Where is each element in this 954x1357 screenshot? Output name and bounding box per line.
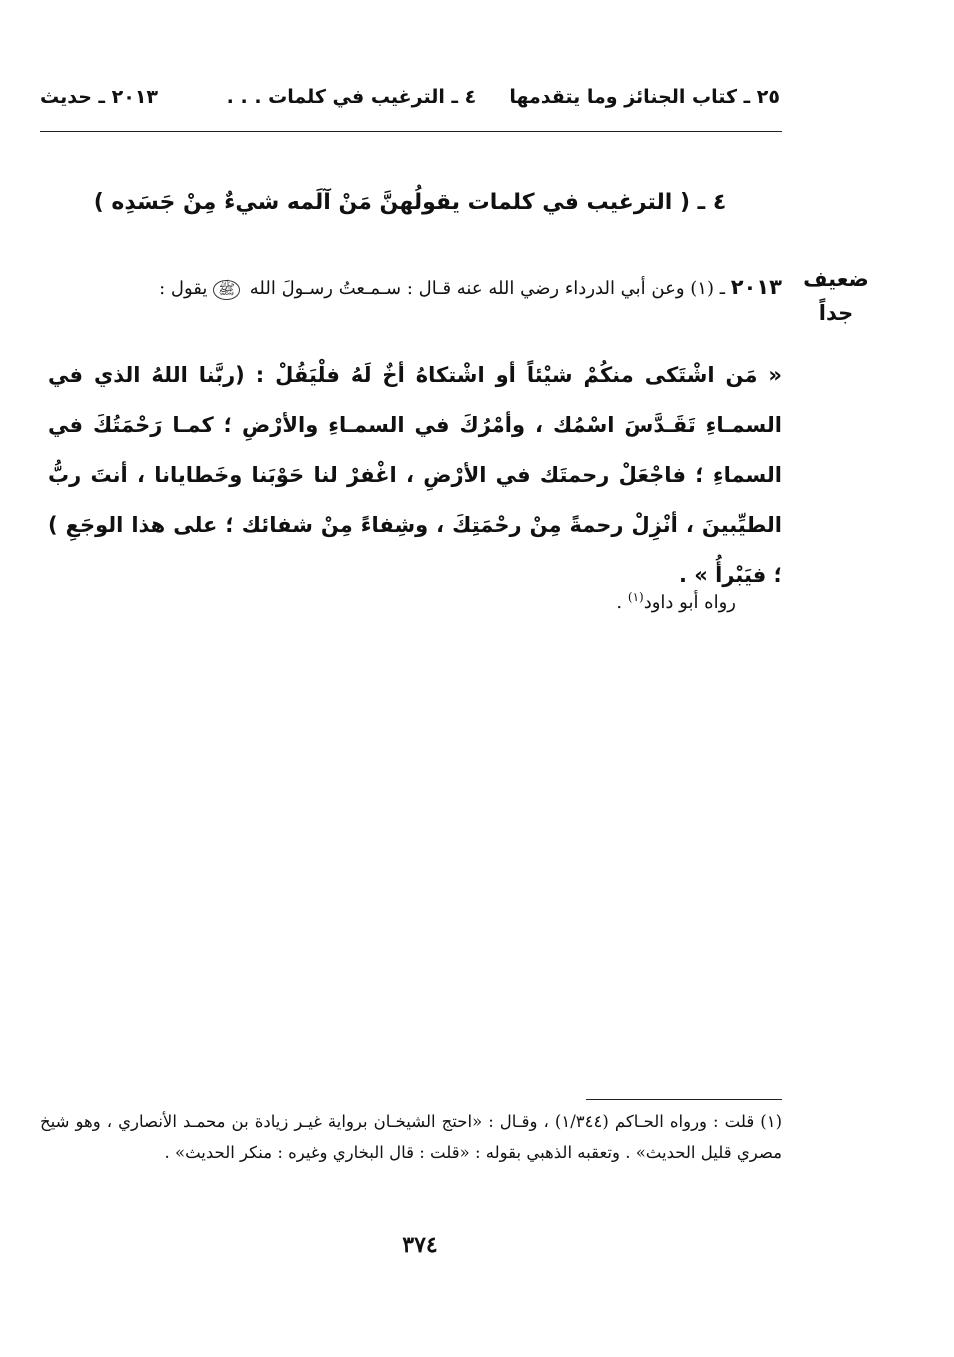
hadith-intro-text: ـ (١) وعن أبي الدرداء رضي الله عنه قـال : سـمـعتُ رسـولَ الله bbox=[244, 278, 731, 299]
honorific-icon: ﷺ bbox=[213, 280, 240, 300]
header-book: ٢٥ ـ كتاب الجنائز وما يتقدمها bbox=[509, 86, 780, 108]
hadith-text: « مَن اشْتَكى منكُمْ شيْئاً أو اشْتكاهُ أخٌ لَهُ فلْيَقُلْ : (ربَّنا اللهُ الذي في السمـاءِ تَقَـدَّسَ اسْمُك ، وأمْرُكَ في السمـاءِ والأرْضِ ؛ كمـا رَحْمَتُكَ في السماءِ ؛ فاجْعَلْ رحمتَك في الأرْضِ ، اغْفرْ لنا حَوْبَنا وخَطايانا ، أنتَ ربُّ الطيِّبينَ ، أنْزِلْ رحمةً مِنْ رحْمَتِكَ ، وشِفاءً مِنْ شفائك ؛ على هذا الوجَعِ ) ؛ فيَبْرأُ » . bbox=[48, 363, 782, 587]
header-rule bbox=[40, 131, 782, 132]
header-hadith-ref: ٢٠١٣ ـ حديث bbox=[40, 86, 159, 108]
hadith-number: ٢٠١٣ bbox=[730, 275, 782, 299]
footnote-rule bbox=[586, 1099, 782, 1100]
footnote-mark[interactable]: (١) bbox=[627, 590, 644, 604]
header-book-chapter bbox=[227, 86, 780, 108]
source-end: . bbox=[616, 592, 628, 613]
hadith-grade bbox=[800, 262, 872, 330]
source-text: رواه أبو داود bbox=[643, 592, 736, 613]
page-number: ٣٧٤ bbox=[402, 1232, 438, 1258]
footnote-1: (١) قلت : ورواه الحـاكم (١/٣٤٤) ، وقـال : «احتج الشيخـان برواية غيـر زيادة بن محمـد الأنصاري ، وهو شيخ مصري قليل الحديث» . وتعقبه الذهبي بقوله : «قلت : قال البخاري وغيره : منكر الحديث» . bbox=[40, 1112, 783, 1162]
hadith-intro-end: يقول : bbox=[159, 278, 214, 299]
footnotes bbox=[40, 1106, 782, 1168]
hadith-intro bbox=[48, 264, 782, 312]
running-header bbox=[40, 86, 780, 118]
hadith-source bbox=[220, 590, 736, 613]
header-chapter: ٤ ـ الترغيب في كلمات . . . bbox=[226, 86, 477, 108]
grade-line-2: جداً bbox=[818, 301, 854, 325]
grade-line-1: ضعيف bbox=[803, 267, 869, 291]
section-title: ٤ ـ ( الترغيب في كلمات يقولُهنَّ مَنْ آلَمه شيءٌ مِنْ جَسَدِه ) bbox=[93, 190, 727, 215]
